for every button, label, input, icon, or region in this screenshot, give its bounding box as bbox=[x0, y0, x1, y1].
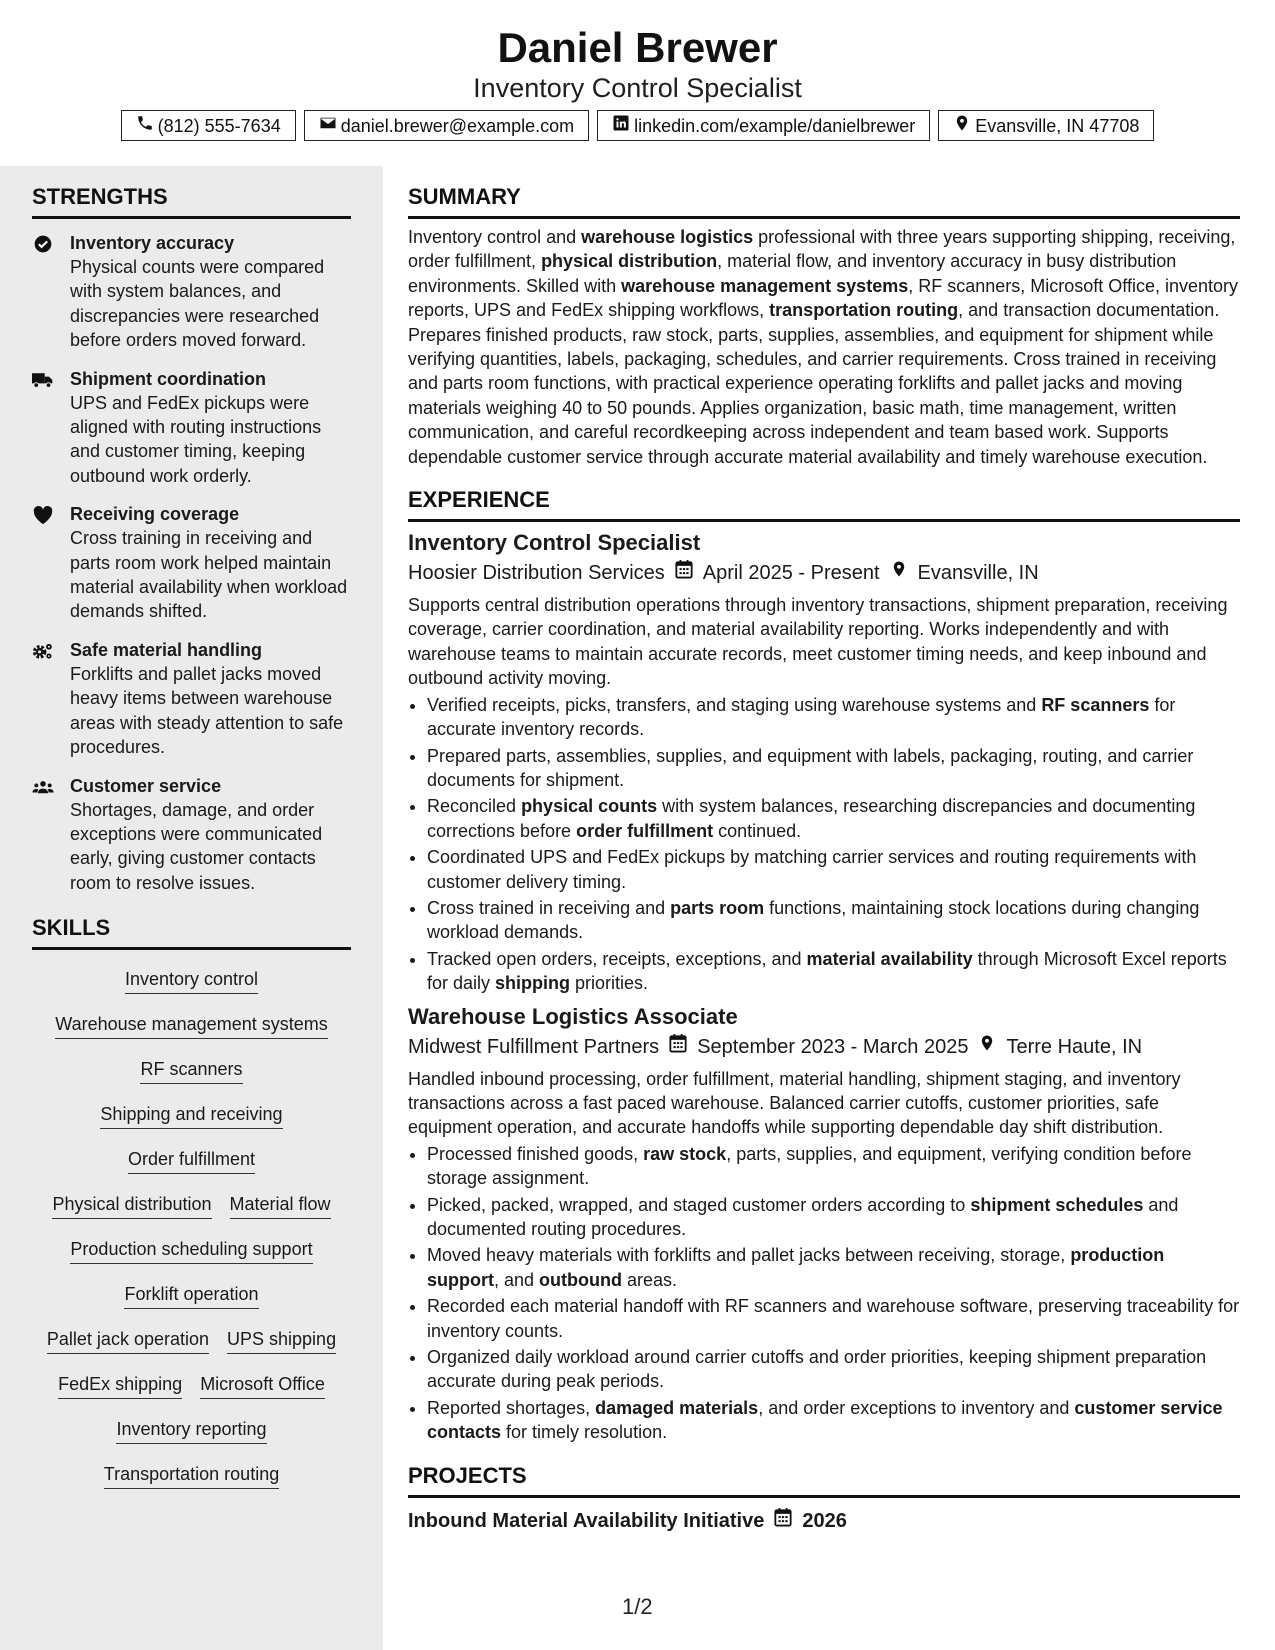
strength-title: Inventory accuracy bbox=[70, 233, 235, 253]
strength-title: Receiving coverage bbox=[70, 504, 240, 525]
text-segment: , material flow, and inventory accuracy in busy distribution environments. Skilled with bbox=[408, 251, 1177, 296]
contact-bar bbox=[0, 110, 1275, 141]
email-contact[interactable] bbox=[304, 110, 589, 141]
strength-text: Shortages, damage, and order exceptions were communicated early, giving customer contacts room to resolve issues. bbox=[70, 799, 323, 893]
project-entry bbox=[408, 1506, 1240, 1536]
location-text: Evansville, IN 47708 bbox=[975, 115, 1140, 136]
skill-tag: Forklift operation bbox=[124, 1283, 258, 1309]
job-meta bbox=[408, 1032, 1240, 1062]
bold-keyword: parts room bbox=[670, 897, 765, 918]
strength-title: Customer service bbox=[70, 775, 222, 796]
strength-text: UPS and FedEx pickups were aligned with routing instructions and customer timing, keeping outbound work orderly. bbox=[70, 392, 322, 486]
job-title: Warehouse Logistics Associate bbox=[408, 1003, 738, 1029]
bold-keyword: RF scanners bbox=[1041, 694, 1150, 715]
bullet-item bbox=[427, 896, 1240, 945]
project-title: Inbound Material Availability Initiative bbox=[408, 1509, 765, 1532]
map-pin-icon bbox=[953, 114, 971, 137]
bold-keyword: raw stock bbox=[643, 1143, 727, 1164]
bullet-item bbox=[427, 947, 1240, 996]
skill-row bbox=[32, 1005, 351, 1050]
bold-keyword: material availability bbox=[806, 948, 973, 969]
candidate-name: Daniel Brewer bbox=[497, 24, 778, 71]
strength-text: Cross training in receiving and parts room work helped maintain material availability when workload demands shifted. bbox=[70, 528, 348, 622]
bold-keyword: shipping bbox=[495, 973, 571, 994]
skill-row bbox=[32, 1455, 351, 1500]
strength-item bbox=[32, 774, 351, 896]
text-segment: functions, maintaining stock locations during changing workload demands. bbox=[427, 897, 1200, 943]
skill-tag: RF scanners bbox=[140, 1058, 242, 1084]
job-dates: September 2023 - March 2025 bbox=[697, 1035, 969, 1058]
skill-tag: Microsoft Office bbox=[200, 1373, 325, 1399]
bold-keyword: warehouse management systems bbox=[621, 275, 909, 296]
map-pin-icon bbox=[890, 558, 908, 588]
text-segment: , RF scanners, Microsoft Office, inventory reports, UPS and FedEx shipping workflows, bbox=[408, 275, 1238, 321]
text-segment: Inventory control and bbox=[408, 227, 582, 247]
candidate-title: Inventory Control Specialist bbox=[473, 73, 802, 103]
bold-keyword: damaged materials bbox=[595, 1397, 759, 1418]
sidebar bbox=[0, 166, 383, 1650]
bold-keyword: outbound bbox=[539, 1269, 623, 1290]
bold-keyword: physical distribution bbox=[541, 251, 718, 272]
skill-tag: UPS shipping bbox=[227, 1328, 336, 1354]
text-segment: for timely resolution. bbox=[501, 1422, 668, 1443]
experience-heading: EXPERIENCE bbox=[408, 487, 1240, 522]
strength-item bbox=[32, 367, 351, 489]
strength-item bbox=[32, 231, 351, 353]
skill-row bbox=[32, 1320, 351, 1365]
skill-row bbox=[32, 960, 351, 1005]
text-segment: Cross trained in receiving and bbox=[427, 897, 671, 918]
bold-keyword: order fulfillment bbox=[576, 820, 714, 841]
job-dates: April 2025 - Present bbox=[702, 562, 880, 585]
skill-row bbox=[32, 1095, 351, 1140]
truck-icon bbox=[32, 367, 70, 489]
skill-tag: Shipping and receiving bbox=[100, 1103, 282, 1129]
bullet-item bbox=[427, 1243, 1240, 1292]
text-segment: with system balances, researching discrepancies and documenting corrections before bbox=[427, 796, 1196, 841]
skill-row bbox=[32, 1140, 351, 1185]
job-meta bbox=[408, 558, 1240, 588]
skill-row bbox=[32, 1410, 351, 1455]
email-address: daniel.brewer@example.com bbox=[340, 115, 575, 136]
text-segment: Recorded each material handoff with RF scanners and warehouse software, preserving traceability for inventory counts. bbox=[427, 1296, 1240, 1341]
main-content bbox=[408, 166, 1240, 1536]
job-entry bbox=[408, 1002, 1240, 1445]
text-segment: and documented routing procedures. bbox=[427, 1194, 1179, 1239]
skill-tag: Material flow bbox=[230, 1193, 331, 1219]
bullet-item bbox=[427, 1345, 1240, 1394]
text-segment: , and order exceptions to inventory and bbox=[758, 1397, 1075, 1418]
calendar-icon bbox=[774, 1506, 792, 1536]
linkedin-url: linkedin.com/example/danielbrewer bbox=[634, 115, 916, 136]
bullet-item bbox=[427, 1193, 1240, 1242]
skill-tag: Pallet jack operation bbox=[47, 1328, 209, 1354]
bold-keyword: production support bbox=[427, 1245, 1165, 1290]
project-date: 2026 bbox=[802, 1509, 847, 1532]
users-icon bbox=[32, 774, 70, 896]
projects-heading: PROJECTS bbox=[408, 1463, 1240, 1498]
envelope-icon bbox=[319, 114, 337, 137]
text-segment: Reported shortages, bbox=[427, 1397, 596, 1418]
strength-text: Forklifts and pallet jacks moved heavy items between warehouse areas with steady attention to safe procedures. bbox=[70, 663, 344, 758]
summary-text bbox=[408, 225, 1240, 469]
text-segment: Organized daily workload around carrier cutoffs and order priorities, keeping shipment preparation accurate during peak periods. bbox=[427, 1347, 1207, 1392]
text-segment: Processed finished goods, bbox=[427, 1143, 644, 1164]
strength-text: Physical counts were compared with system balances, and discrepancies were researched before orders moved forward. bbox=[70, 257, 325, 351]
calendar-icon bbox=[675, 558, 693, 588]
text-segment: Coordinated UPS and FedEx pickups by matching carrier services and routing requirements with customer delivery timing. bbox=[427, 847, 1197, 892]
skills-list bbox=[32, 960, 351, 1500]
strength-title: Safe material handling bbox=[70, 639, 263, 660]
linkedin-icon bbox=[612, 114, 630, 137]
skill-row bbox=[32, 1365, 351, 1410]
bold-keyword: warehouse logistics bbox=[581, 227, 754, 247]
strength-item bbox=[32, 638, 351, 760]
check-circle-icon bbox=[32, 231, 70, 353]
skills-heading: SKILLS bbox=[32, 915, 351, 950]
text-segment: Verified receipts, picks, transfers, and staging using warehouse systems and bbox=[427, 694, 1042, 715]
map-pin-icon bbox=[978, 1032, 996, 1062]
job-title: Inventory Control Specialist bbox=[408, 530, 701, 556]
skill-tag: Inventory reporting bbox=[116, 1418, 266, 1444]
bullet-item bbox=[427, 744, 1240, 793]
skill-row bbox=[32, 1185, 351, 1230]
strengths-heading: STRENGTHS bbox=[32, 184, 351, 219]
heart-icon bbox=[32, 502, 70, 624]
skill-tag: Warehouse management systems bbox=[55, 1013, 327, 1039]
job-description: Handled inbound processing, order fulfillment, material handling, shipment staging, and inventory transactions across a fast paced warehouse. Balanced carrier cutoffs, customer priorities, safe equipment operation, and accurate handoffs while supporting dependable day shift distribution. bbox=[408, 1068, 1181, 1138]
location-contact bbox=[938, 110, 1154, 141]
summary-heading: SUMMARY bbox=[408, 184, 1240, 219]
skill-row bbox=[32, 1275, 351, 1320]
skill-tag: Physical distribution bbox=[52, 1193, 211, 1219]
strength-item bbox=[32, 502, 351, 624]
bullet-item bbox=[427, 1142, 1240, 1191]
text-segment: Picked, packed, wrapped, and staged customer orders according to bbox=[427, 1194, 971, 1215]
bullet-item bbox=[427, 1396, 1240, 1445]
phone-contact[interactable] bbox=[121, 110, 296, 141]
text-segment: through Microsoft Excel reports for daily bbox=[427, 948, 1227, 994]
text-segment: , and bbox=[494, 1269, 540, 1290]
strengths-list bbox=[32, 231, 351, 895]
text-segment: , parts, supplies, and equipment, verifying condition before storage assignment. bbox=[427, 1143, 1192, 1189]
skill-tag: Order fulfillment bbox=[128, 1148, 255, 1174]
bullet-item bbox=[427, 693, 1240, 742]
job-bullets bbox=[408, 1142, 1240, 1445]
text-segment: continued. bbox=[713, 820, 802, 841]
page-number: 1/2 bbox=[622, 1594, 653, 1619]
text-segment: priorities. bbox=[570, 973, 649, 994]
text-segment: Tracked open orders, receipts, exceptions, and bbox=[427, 948, 807, 969]
job-location: Evansville, IN bbox=[917, 562, 1039, 585]
bullet-item bbox=[427, 1294, 1240, 1343]
text-segment: for accurate inventory records. bbox=[427, 694, 1176, 740]
bold-keyword: shipment schedules bbox=[970, 1194, 1144, 1215]
skill-tag: Production scheduling support bbox=[70, 1238, 312, 1264]
skill-tag: Inventory control bbox=[125, 968, 258, 994]
company-name: Hoosier Distribution Services bbox=[408, 562, 665, 585]
skill-row bbox=[32, 1230, 351, 1275]
job-location: Terre Haute, IN bbox=[1006, 1035, 1143, 1058]
bold-keyword: transportation routing bbox=[769, 300, 959, 321]
phone-number: (812) 555-7634 bbox=[157, 115, 281, 136]
linkedin-contact[interactable] bbox=[597, 110, 930, 141]
text-segment: Reconciled bbox=[427, 796, 522, 817]
bold-keyword: customer service contacts bbox=[427, 1397, 1223, 1443]
gears-icon bbox=[32, 638, 70, 760]
skill-row bbox=[32, 1050, 351, 1095]
bullet-item bbox=[427, 845, 1240, 894]
calendar-icon bbox=[669, 1032, 687, 1062]
job-bullets bbox=[408, 693, 1240, 996]
text-segment: , and transaction documentation. Prepares finished products, raw stock, parts, supplies, assemblies, and equipment for shipment while verifying quantities, labels, packaging, schedules, and carrier requirements. Cross trained in receiving and parts room functions, with practical experience operating forklifts and pallet jacks and moving materials weighing 40 to 50 pounds. Applies organization, basic math, time management, written communication, and careful recordkeeping across independent and team based work. Supports dependable customer service through accurate material availability and timely warehouse execution. bbox=[408, 300, 1220, 467]
company-name: Midwest Fulfillment Partners bbox=[408, 1035, 660, 1058]
text-segment: areas. bbox=[622, 1269, 678, 1290]
skill-tag: Transportation routing bbox=[104, 1463, 279, 1489]
bullet-item bbox=[427, 794, 1240, 843]
text-segment: professional with three years supporting shipping, receiving, order fulfillment, bbox=[408, 227, 1236, 272]
job-entry bbox=[408, 528, 1240, 996]
resume-header bbox=[0, 0, 1275, 166]
phone-icon bbox=[136, 114, 154, 137]
text-segment: Prepared parts, assemblies, supplies, and equipment with labels, packaging, routing, and carrier documents for shipment. bbox=[427, 745, 1194, 790]
strength-title: Shipment coordination bbox=[70, 368, 266, 389]
text-segment: Moved heavy materials with forklifts and pallet jacks between receiving, storage, bbox=[427, 1245, 1071, 1266]
bold-keyword: physical counts bbox=[521, 796, 658, 817]
job-description: Supports central distribution operations through inventory transactions, shipment preparation, receiving coverage, carrier coordination, and material availability reporting. Works independently and with warehouse teams to maintain accurate records, meet customer timing needs, and keep inbound and outbound activity moving. bbox=[408, 595, 1228, 689]
skill-tag: FedEx shipping bbox=[58, 1373, 182, 1399]
